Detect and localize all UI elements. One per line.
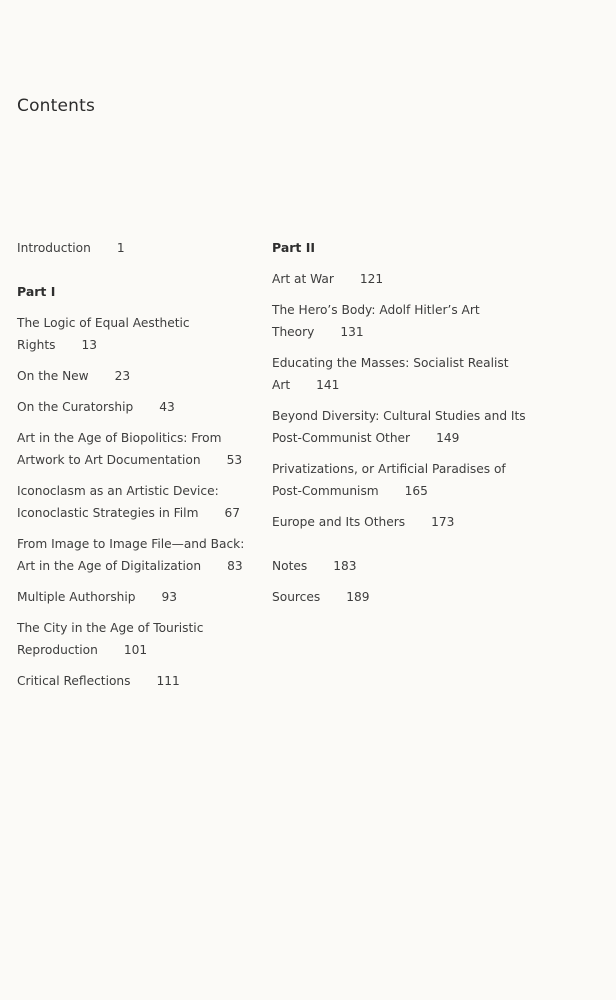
toc-entry-line: The City in the Age of Touristic: [17, 621, 204, 635]
toc-entry[interactable]: [17, 480, 257, 524]
toc-page-number: 173: [431, 515, 455, 529]
toc-entry-line: Iconoclastic Strategies in Film: [17, 506, 199, 520]
toc-entry-line: Multiple Authorship: [17, 590, 136, 604]
toc-entry-line: On the Curatorship: [17, 400, 134, 414]
toc-entry-line: Iconoclasm as an Artistic Device:: [17, 484, 219, 498]
toc-page-number: 101: [123, 643, 148, 657]
toc-page-number: 93: [161, 590, 178, 604]
toc-entry-line: Post-Communism: [272, 484, 379, 498]
toc-entry[interactable]: [17, 427, 257, 471]
toc-entry[interactable]: [17, 670, 257, 692]
page-title: Contents: [17, 96, 96, 116]
toc-entry-line: Artwork to Art Documentation: [17, 453, 201, 467]
toc-entry-line: Critical Reflections: [17, 674, 131, 688]
toc-entry-line: Reproduction: [17, 643, 98, 657]
toc-page-number: 23: [114, 369, 131, 383]
toc-page-number: 131: [340, 325, 364, 339]
toc-page-number: 165: [404, 484, 428, 498]
toc-page-number: 83: [227, 559, 243, 573]
toc-page-number: 141: [316, 378, 340, 392]
toc-page-number: 53: [226, 453, 243, 467]
toc-entry[interactable]: [272, 405, 592, 449]
toc-page-number: 121: [359, 272, 384, 286]
toc-entry-line: Rights: [17, 338, 56, 352]
toc-entry[interactable]: [272, 268, 592, 290]
toc-entry-introduction[interactable]: [17, 237, 257, 259]
toc-entry-line: The Logic of Equal Aesthetic: [17, 316, 190, 330]
toc-entry-line: Art at War: [272, 272, 334, 286]
toc-entry-line: Privatizations, or Artificial Paradises of: [272, 462, 506, 476]
toc-entry-line: Notes: [272, 559, 308, 573]
toc-column-left: [17, 237, 257, 692]
toc-page-number: 189: [346, 590, 370, 604]
toc-entry-line: Art in the Age of Digitalization: [17, 559, 202, 573]
toc-page-number: 183: [333, 559, 357, 573]
toc-entry[interactable]: [17, 312, 257, 356]
toc-entry-sources[interactable]: [272, 586, 592, 608]
toc-entry[interactable]: [272, 458, 592, 502]
toc-entry-line: Europe and Its Others: [272, 515, 406, 529]
part-heading: Part I: [17, 284, 56, 299]
toc-page-number: 43: [159, 400, 175, 414]
toc-entry-notes[interactable]: [272, 555, 592, 577]
toc-entry-line: Sources: [272, 590, 321, 604]
toc-page-number: 67: [224, 506, 240, 520]
toc-entry-line: The Hero’s Body: Adolf Hitler’s Art: [272, 303, 480, 317]
toc-entry[interactable]: [17, 365, 257, 387]
toc-page-number: 1: [116, 241, 125, 255]
toc-entry-line: Educating the Masses: Socialist Realist: [272, 356, 509, 370]
toc-entry-line: Art in the Age of Biopolitics: From: [17, 431, 222, 445]
toc-page-number: 13: [81, 338, 97, 352]
toc-entry-label: Introduction: [17, 241, 91, 255]
toc-column-right: [272, 237, 592, 608]
toc-page-number: 149: [436, 431, 460, 445]
toc-entry[interactable]: [17, 533, 257, 577]
part-heading: Part II: [272, 240, 316, 255]
toc-entry[interactable]: [17, 586, 257, 608]
toc-entry-line: Art: [272, 378, 291, 392]
toc-entry-line: Beyond Diversity: Cultural Studies and Its: [272, 409, 526, 423]
toc-page-number: 111: [156, 674, 180, 688]
toc-entry-line: On the New: [17, 369, 89, 383]
toc-entry-line: Post-Communist Other: [272, 431, 411, 445]
toc-entry[interactable]: [272, 511, 592, 533]
toc-entry-line: From Image to Image File—and Back:: [17, 537, 245, 551]
toc-entry-line: Theory: [272, 325, 315, 339]
toc-entry[interactable]: [272, 299, 592, 343]
toc-entry[interactable]: [17, 617, 257, 661]
toc-entry[interactable]: [17, 396, 257, 418]
toc-entry[interactable]: [272, 352, 592, 396]
